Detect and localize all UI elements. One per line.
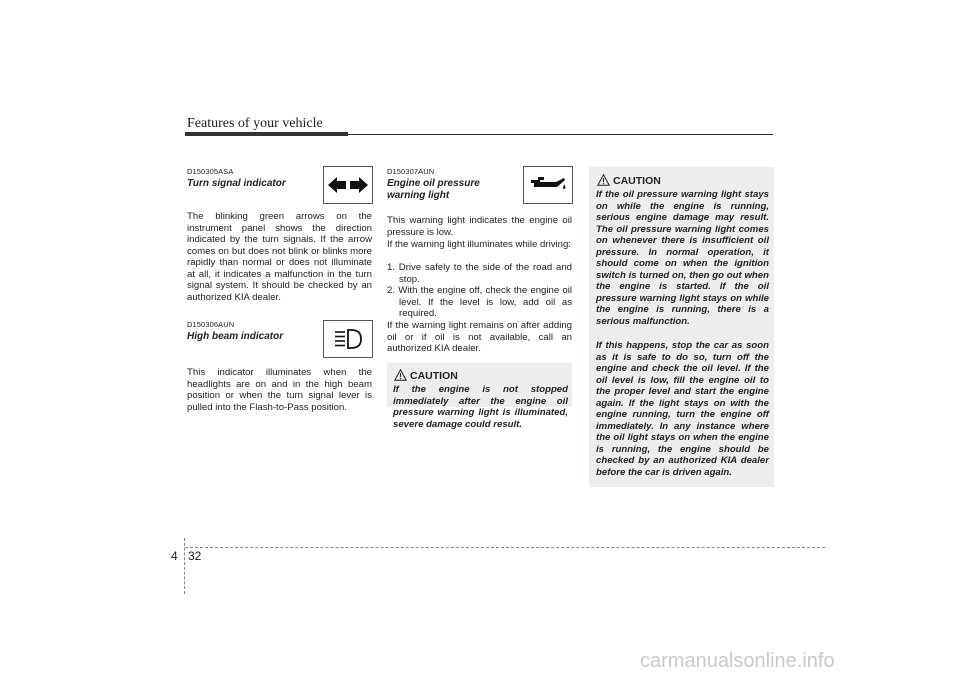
oil-pressure-icon-box [523, 166, 573, 204]
oil-pressure-intro2: If the warning light illuminates while driving: [387, 239, 571, 250]
turn-signal-code: D150305ASA [187, 167, 234, 176]
high-beam-icon [333, 328, 363, 350]
footer-rule [185, 547, 825, 548]
caution-text: If this happens, stop the car as soon as it is safe to do so, turn off the engine and check the oil level. If the oil level is low, fill the engine oil to the proper level and start the engine again. If the light stays on with the engine running, turn the engine off immediately. In any instance where the oil light stays on when the engine is running, the engine should be checked by an authorized KIA dealer before the car is driven again. [596, 340, 769, 478]
watermark: carmanualsonline.info [640, 650, 835, 672]
oil-pressure-steps [387, 262, 572, 320]
oil-pressure-heading-line1: Engine oil pressure [387, 178, 480, 189]
oil-pressure-intro1: This warning light indicates the engine oil pressure is low. [387, 215, 572, 238]
caution-text: If the engine is not stopped immediately after the engine oil pressure warning light is illuminated, severe damage could result. [393, 384, 568, 430]
list-item: 2. With the engine off, check the engine oil level. If the level is low, add oil as required. [387, 285, 572, 319]
header-rule-thick [185, 132, 348, 136]
high-beam-heading: High beam indicator [187, 331, 284, 342]
warning-triangle-icon [394, 369, 407, 381]
turn-signal-paragraph: The blinking green arrows on the instrument panel shows the direction indicated by the turn signals. If the arrow comes on but does not blink or blinks more rapidly than normal or does not illuminate at all, it indicates a malfunction in the turn signal system. It should be checked by an authorized KIA dealer. [187, 211, 372, 303]
oil-pressure-heading-line2: warning light [387, 190, 450, 201]
high-beam-icon-box [323, 320, 373, 358]
oil-pressure-outro: If the warning light remains on after adding oil or if oil is not available, call an authorized KIA dealer. [387, 320, 572, 354]
warning-triangle-icon [597, 174, 610, 186]
caution-text: If the oil pressure warning light stays on while the engine is running, serious engine damage may result. The oil pressure warning light comes on whenever there is insufficient oil pressure. In normal operation, it should come on when the ignition switch is turned on, then go out when the engine is started. If the oil pressure warning light stays on while the engine is running, there is a serious malfunction. [596, 189, 769, 327]
high-beam-code: D150306AUN [187, 320, 235, 329]
page-number: 32 [188, 549, 202, 563]
high-beam-paragraph: This indicator illuminates when the headlights are on and in the high beam position or when the turn signal lever is pulled into the Flash-to-Pass position. [187, 367, 372, 413]
turn-signal-icon-box [323, 166, 373, 204]
turn-signal-heading: Turn signal indicator [187, 178, 286, 189]
page-header-title: Features of your vehicle [187, 116, 323, 131]
caution-title: CAUTION [613, 175, 661, 187]
oil-can-icon [528, 175, 568, 195]
oil-pressure-code: D150307AUN [387, 167, 435, 176]
turn-signal-arrows-icon [328, 176, 368, 194]
footer-divider [184, 538, 185, 594]
caution-title: CAUTION [410, 370, 458, 382]
chapter-number: 4 [171, 549, 178, 563]
list-item: 1. Drive safely to the side of the road and stop. [387, 262, 572, 285]
header-rule-thin [348, 134, 773, 135]
